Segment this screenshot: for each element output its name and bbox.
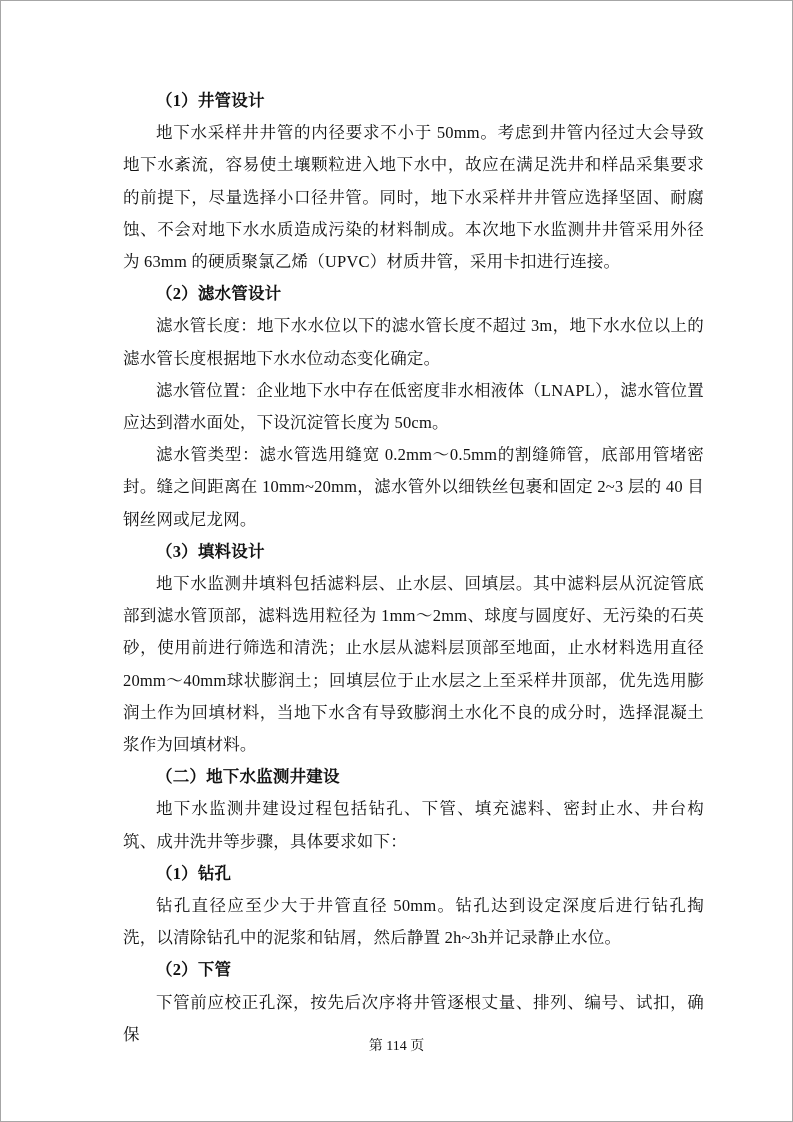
- document-body: [123, 85, 704, 1051]
- paragraph-pipe-lowering: 下管前应校正孔深，按先后次序将井管逐根丈量、排列、编号、试扣，确保: [123, 992, 704, 1044]
- paragraph-construction-overview: 地下水监测井建设过程包括钻孔、下管、填充滤料、密封止水、井台构筑、成井洗井等步骤，具体要求如下：: [123, 799, 704, 851]
- paragraph-filter-pipe-length: 滤水管长度：地下水水位以下的滤水管长度不超过 3m，地下水水位以上的滤水管长度根据地下水水位动态变化确定。: [123, 316, 704, 368]
- heading-pipe-lowering: （2）下管: [156, 960, 232, 980]
- heading-monitoring-well-construction: （二）地下水监测井建设: [156, 767, 340, 787]
- heading-filter-pipe-design: （2）滤水管设计: [156, 284, 282, 304]
- page-footer: [1, 1037, 792, 1057]
- heading-well-pipe-design: （1）井管设计: [156, 91, 265, 110]
- heading-packing-design: （3）填料设计: [156, 541, 265, 561]
- paragraph-packing-design: 地下水监测井填料包括滤料层、止水层、回填层。其中滤料层从沉淀管底部到滤水管顶部，滤料选用粒径为 1mm～2mm、球度与圆度好、无污染的石英砂，使用前进行筛选和清洗；止水层从滤料层顶部至地面，止水材料选用直径 20mm～40mm球状膨润土；回填层位于止水层之上至采样井顶部，优先选用膨润土作为回填材料，当地下水含有导致膨润土水化不良的成分时，选择混凝土浆作为回填材料。: [123, 574, 704, 755]
- page-number: 第 114 页: [368, 1039, 425, 1054]
- paragraph-filter-pipe-position: 滤水管位置：企业地下水中存在低密度非水相液体（LNAPL），滤水管位置应达到潜水面处，下设沉淀管长度为 50cm。: [123, 380, 704, 433]
- heading-drilling: （1）钻孔: [156, 863, 232, 883]
- paragraph-drilling: 钻孔直径应至少大于井管直径 50mm。钻孔达到设定深度后进行钻孔掏洗，以清除钻孔中的泥浆和钻屑，然后静置 2h~3h并记录静止水位。: [123, 896, 704, 948]
- paragraph-filter-pipe-type: 滤水管类型：滤水管选用缝宽 0.2mm～0.5mm的割缝筛管，底部用管堵密封。缝之间距离在 10mm~20mm，滤水管外以细铁丝包裹和固定 2~3 层的 40 目钢丝网或尼龙网。: [123, 445, 704, 529]
- paragraph-well-pipe-design: 地下水采样井井管的内径要求不小于 50mm。考虑到井管内径过大会导致地下水紊流，容易使土壤颗粒进入地下水中，故应在满足洗井和样品采集要求的前提下，尽量选择小口径井管。同时，地下水采样井井管应选择坚固、耐腐蚀、不会对地下水水质造成污染的材料制成。本次地下水监测井井管采用外径为 63mm 的硬质聚氯乙烯（UPVC）材质井管，采用卡扣进行连接。: [123, 123, 704, 272]
